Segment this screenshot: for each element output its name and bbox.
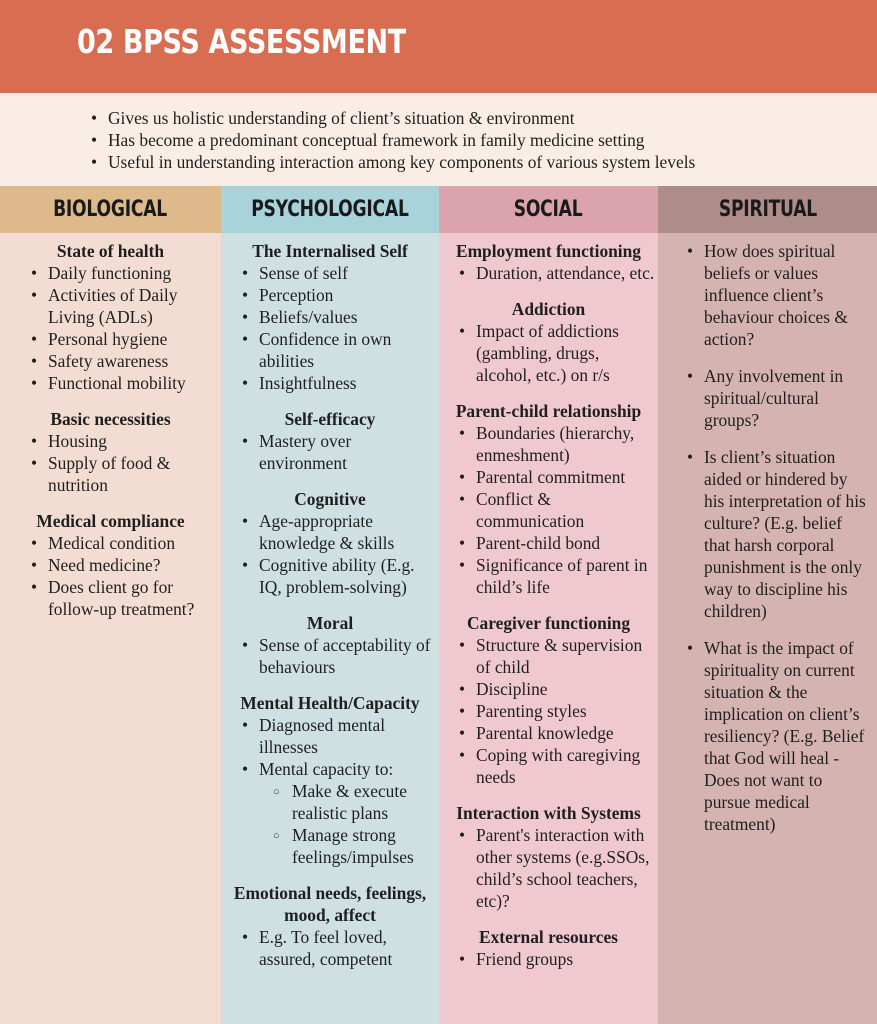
list-item: • Parent-child bond [476, 532, 658, 554]
list-item [259, 758, 439, 868]
list-item: • Parental knowledge [476, 722, 658, 744]
section [221, 882, 439, 970]
section [439, 612, 658, 788]
list-item: • Insightfulness [259, 372, 439, 394]
column-heading: SOCIAL [514, 197, 583, 222]
list-item: • Sense of acceptability of behaviours [259, 634, 439, 678]
section [0, 408, 221, 496]
column-heading: SPIRITUAL [718, 197, 817, 222]
list-item: • E.g. To feel loved, assured, competent [259, 926, 439, 970]
section-title: Addiction [511, 299, 586, 319]
list-item: • Medical condition [48, 532, 221, 554]
list-item: • Duration, attendance, etc. [476, 262, 658, 284]
section [221, 692, 439, 868]
list-item: • Beliefs/values [259, 306, 439, 328]
spiritual-column [658, 186, 877, 1024]
section-title: External resources [479, 927, 618, 947]
list-item: • Confidence in own abilities [259, 328, 439, 372]
section [439, 400, 658, 598]
social-column [439, 186, 658, 1024]
list-item: • Does client go for follow-up treatment? [48, 576, 221, 620]
list-item: • Is client’s situation aided or hindered by his interpretation of his culture? (E.g. belief that harsh corporal punishment is the only way to discipline his children) [704, 446, 871, 622]
intro-list [108, 107, 695, 173]
list-item: • Safety awareness [48, 350, 221, 372]
spiritual-header [658, 186, 877, 233]
section-title: Mental Health/Capacity [240, 693, 420, 713]
section-title: Basic necessities [50, 409, 171, 429]
list-item: • Supply of food & nutrition [48, 452, 221, 496]
list-item: • Boundaries (hierarchy, enmeshment) [476, 422, 658, 466]
list-item: • Housing [48, 430, 221, 452]
list-item: • Daily functioning [48, 262, 221, 284]
list-item: • Activities of Daily Living (ADLs) [48, 284, 221, 328]
section [221, 488, 439, 598]
list-item: • Diagnosed mental illnesses [259, 714, 439, 758]
list-item: • Mastery over environment [259, 430, 439, 474]
section [439, 298, 658, 386]
list-item: • Age-appropriate knowledge & skills [259, 510, 439, 554]
section-title: State of health [56, 241, 165, 261]
list-item-text: Mental capacity to: [259, 759, 394, 779]
list-item: • Need medicine? [48, 554, 221, 576]
intro-item: • Useful in understanding interaction among key components of various system levels [108, 151, 695, 173]
biological-header [0, 186, 221, 233]
section-title: Self-efficacy [284, 409, 376, 429]
intro-item: • Has become a predominant conceptual framework in family medicine setting [108, 129, 695, 151]
sub-list-item: ○ Make & execute realistic plans [292, 780, 439, 824]
intro-panel [0, 93, 877, 186]
list-item: • Discipline [476, 678, 658, 700]
list-item: • Sense of self [259, 262, 439, 284]
psychological-column [221, 186, 439, 1024]
psychological-header [221, 186, 439, 233]
page-title: 02 BPSS ASSESSMENT [77, 22, 406, 61]
list-item: • Parent's interaction with other systems (e.g.SSOs, child’s school teachers, etc)? [476, 824, 658, 912]
section-title: Moral [306, 613, 354, 633]
intro-item: • Gives us holistic understanding of client’s situation & environment [108, 107, 695, 129]
column-heading: BIOLOGICAL [53, 197, 168, 222]
list-item: • Friend groups [476, 948, 658, 970]
section-title: Caregiver functioning [466, 613, 631, 633]
section-title: Emotional needs, feelings, mood, affect [233, 883, 427, 925]
list-item: • Coping with caregiving needs [476, 744, 658, 788]
section [439, 926, 658, 970]
social-header [439, 186, 658, 233]
section [221, 408, 439, 474]
list-item: • Conflict & communication [476, 488, 658, 532]
section [0, 510, 221, 620]
sub-list-item: ○ Manage strong feelings/impulses [292, 824, 439, 868]
section-title: Medical compliance [36, 511, 185, 531]
list-item: • Personal hygiene [48, 328, 221, 350]
list-item: • Impact of addictions (gambling, drugs, alcohol, etc.) on r/s [476, 320, 658, 386]
list-item: • Parenting styles [476, 700, 658, 722]
section-title: The Internalised Self [252, 241, 408, 261]
section [439, 240, 658, 284]
list-item: • What is the impact of spirituality on current situation & the implication on client’s resiliency? (E.g. Belief that God will heal - Does not want to pursue medical treatment) [704, 637, 871, 835]
section-title: Interaction with Systems [456, 803, 641, 823]
list-item: • Cognitive ability (E.g. IQ, problem-solving) [259, 554, 439, 598]
list-item: • Functional mobility [48, 372, 221, 394]
section-title: Cognitive [294, 489, 366, 509]
column-heading: PSYCHOLOGICAL [251, 197, 409, 222]
list-item: • Parental commitment [476, 466, 658, 488]
section [221, 612, 439, 678]
section-title: Parent-child relationship [455, 401, 642, 421]
title-banner [0, 0, 877, 93]
section [439, 802, 658, 912]
list-item: • Perception [259, 284, 439, 306]
section [221, 240, 439, 394]
section-title: Employment functioning [455, 241, 642, 261]
list-item: • How does spiritual beliefs or values influence client’s behaviour choices & action? [704, 240, 871, 350]
biological-column [0, 186, 221, 1024]
list-item: • Structure & supervision of child [476, 634, 658, 678]
section [0, 240, 221, 394]
list-item: • Significance of parent in child’s life [476, 554, 658, 598]
list-item: • Any involvement in spiritual/cultural groups? [704, 365, 871, 431]
